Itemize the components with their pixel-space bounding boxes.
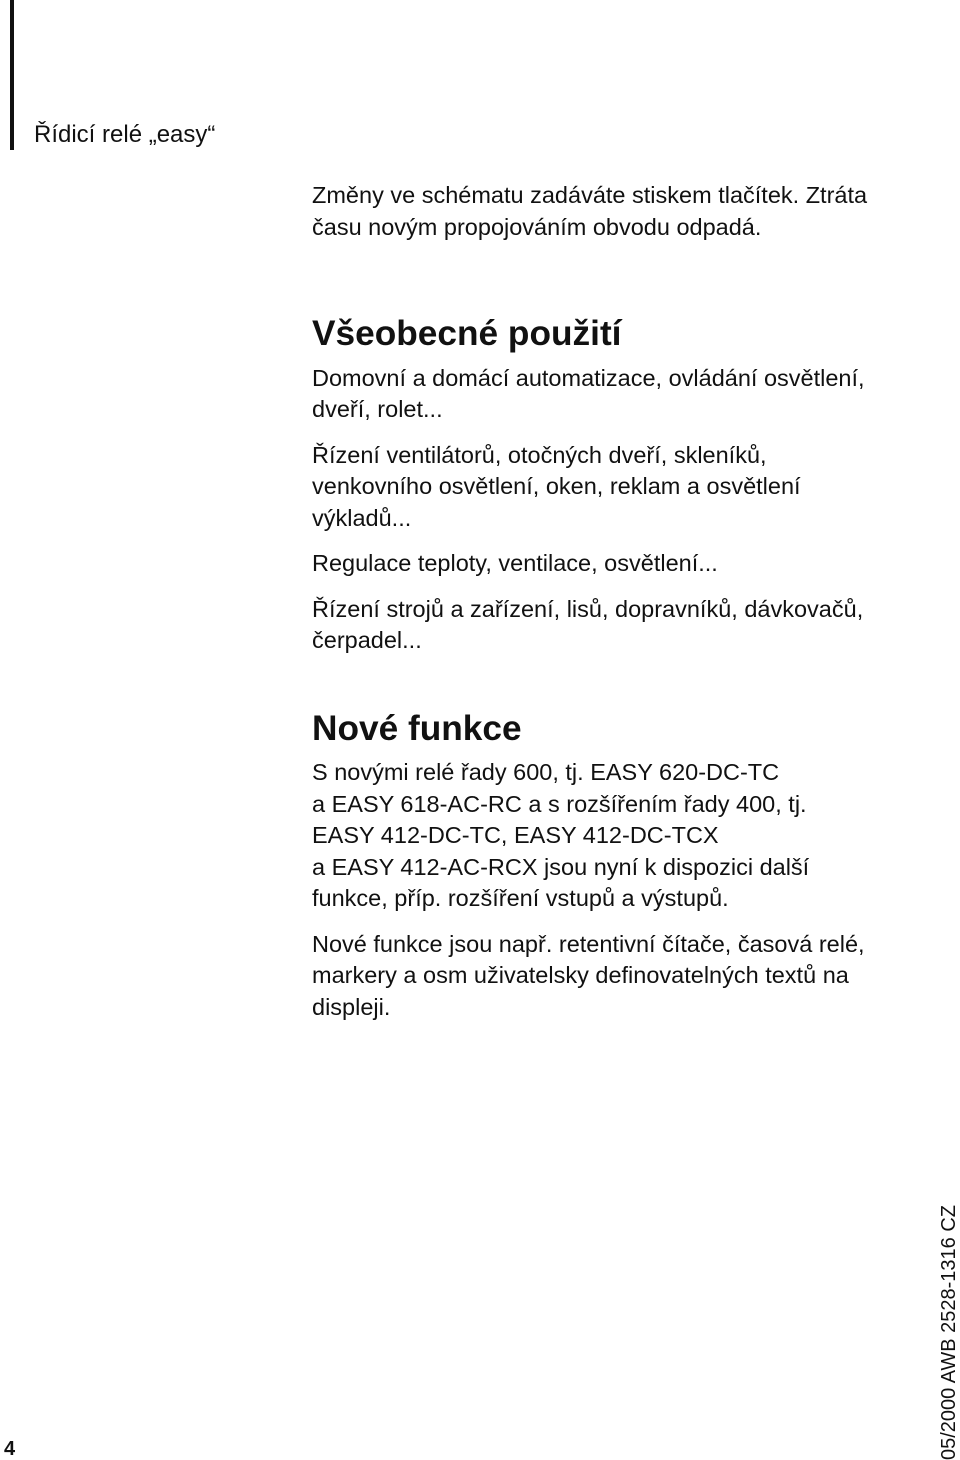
intro-line: Změny ve schématu zadáváte stiskem tlačítek. Ztráta bbox=[312, 182, 868, 208]
general-use-paragraph bbox=[312, 594, 932, 657]
general-use-paragraph bbox=[312, 440, 932, 535]
section-heading-new-functions: Nové funkce bbox=[312, 708, 522, 748]
text-line: markery a osm uživatelsky definovatelných textů na bbox=[312, 962, 849, 988]
text-line: výkladů... bbox=[312, 504, 412, 531]
text-line: displeji. bbox=[312, 993, 391, 1020]
intro-line: času novým propojováním obvodu odpadá. bbox=[312, 213, 762, 240]
section-heading-general-use: Všeobecné použití bbox=[312, 314, 622, 353]
document-code: 05/2000 AWB 2528-1316 CZ bbox=[938, 1205, 960, 1460]
text-line: Řízení ventilátorů, otočných dveří, skleníků, bbox=[312, 441, 767, 468]
page-number: 4 bbox=[4, 1438, 16, 1460]
text-line: čerpadel... bbox=[312, 627, 422, 653]
margin-rule bbox=[10, 0, 14, 150]
text-line: dveří, rolet... bbox=[312, 396, 443, 422]
intro-paragraph bbox=[312, 180, 932, 243]
page-header-title: Řídicí relé „easy“ bbox=[34, 121, 216, 148]
text-line: Domovní a domácí automatizace, ovládání osvětlení, bbox=[312, 364, 865, 391]
text-line: funkce, příp. rozšíření vstupů a výstupů. bbox=[312, 885, 729, 911]
new-functions-paragraph bbox=[312, 757, 932, 915]
general-use-paragraph bbox=[312, 548, 932, 580]
general-use-paragraph bbox=[312, 363, 932, 426]
text-line: venkovního osvětlení, oken, reklam a osvětlení bbox=[312, 473, 801, 499]
text-line: Nové funkce jsou např. retentivní čítače, časová relé, bbox=[312, 930, 865, 957]
text-line: EASY 412-DC-TC, EASY 412-DC-TCX bbox=[312, 822, 719, 848]
text-line: a EASY 618-AC-RC a s rozšířením řady 400, tj. bbox=[312, 790, 807, 817]
text-line: a EASY 412-AC-RCX jsou nyní k dispozici další bbox=[312, 853, 810, 880]
text-line: Regulace teploty, ventilace, osvětlení... bbox=[312, 550, 718, 576]
main-content bbox=[312, 180, 932, 1023]
text-line: Řízení strojů a zařízení, lisů, dopravníků, dávkovačů, bbox=[312, 595, 864, 622]
text-line: S novými relé řady 600, tj. EASY 620-DC-TC bbox=[312, 759, 780, 785]
new-functions-paragraph bbox=[312, 929, 932, 1024]
